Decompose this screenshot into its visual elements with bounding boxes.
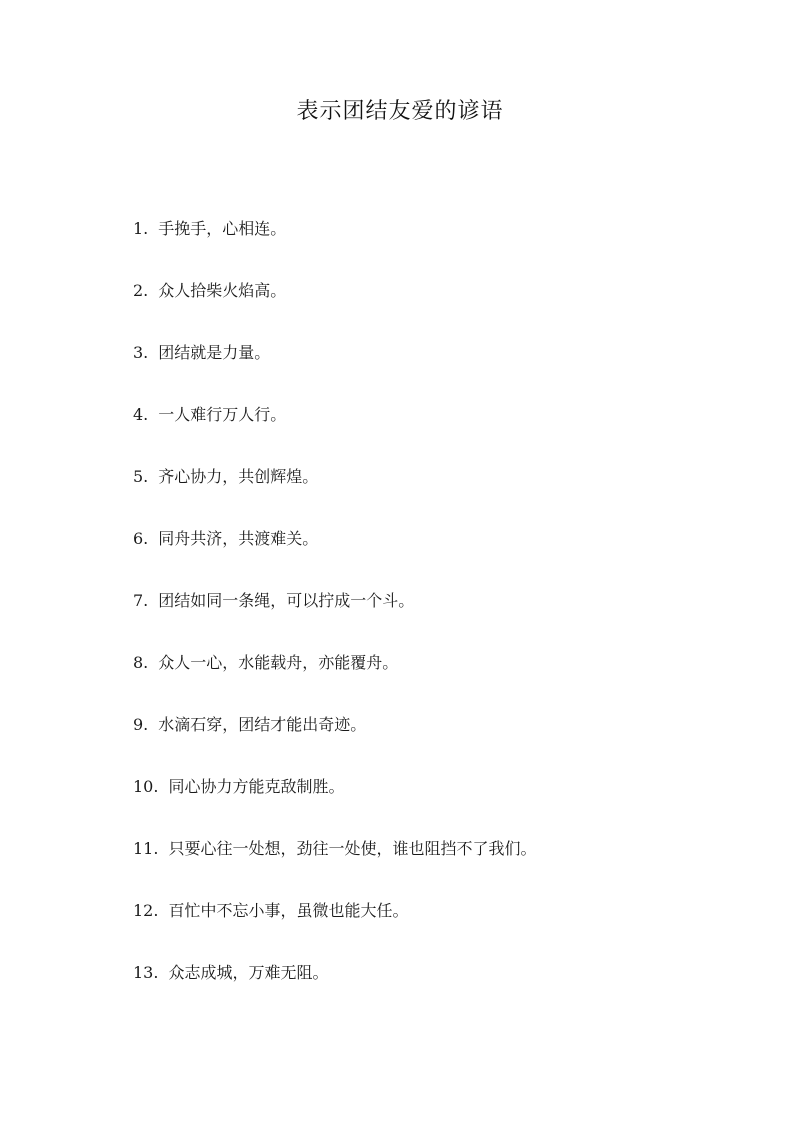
item-number: 4. [133, 405, 149, 424]
item-text: 众人拾柴火焰高。 [158, 281, 287, 300]
item-number: 3. [133, 343, 149, 362]
proverb-list [133, 214, 733, 1020]
page-title: 表示团结友爱的谚语 [296, 99, 504, 124]
list-item [133, 896, 733, 958]
item-text: 一人难行万人行。 [158, 405, 287, 424]
item-text: 只要心往一处想，劲往一处使，谁也阻挡不了我们。 [168, 839, 537, 858]
item-number: 2. [133, 281, 149, 300]
item-text: 水滴石穿，团结才能出奇迹。 [158, 715, 367, 734]
item-number: 9. [133, 715, 149, 734]
list-item [133, 648, 733, 710]
item-text: 齐心协力，共创辉煌。 [158, 467, 319, 486]
item-number: 10. [133, 777, 159, 796]
list-item [133, 524, 733, 586]
list-item [133, 586, 733, 648]
item-number: 7. [133, 591, 149, 610]
item-text: 众志成城，万难无阻。 [168, 963, 329, 982]
list-item [133, 338, 733, 400]
item-text: 百忙中不忘小事，虽微也能大任。 [168, 901, 409, 920]
list-item [133, 834, 733, 896]
item-text: 同舟共济，共渡难关。 [158, 529, 319, 548]
item-number: 5. [133, 467, 149, 486]
item-number: 11. [133, 839, 159, 858]
list-item [133, 400, 733, 462]
item-number: 6. [133, 529, 149, 548]
list-item [133, 772, 733, 834]
list-item [133, 214, 733, 276]
item-text: 手挽手，心相连。 [158, 219, 287, 238]
list-item [133, 276, 733, 338]
item-text: 团结就是力量。 [158, 343, 271, 362]
item-text: 同心协力方能克敌制胜。 [168, 777, 345, 796]
item-text: 众人一心，水能载舟，亦能覆舟。 [158, 653, 399, 672]
item-number: 8. [133, 653, 149, 672]
list-item [133, 462, 733, 524]
item-number: 1. [133, 219, 149, 238]
item-text: 团结如同一条绳，可以拧成一个斗。 [158, 591, 415, 610]
item-number: 13. [133, 963, 159, 982]
list-item [133, 958, 733, 1020]
list-item [133, 710, 733, 772]
item-number: 12. [133, 901, 159, 920]
